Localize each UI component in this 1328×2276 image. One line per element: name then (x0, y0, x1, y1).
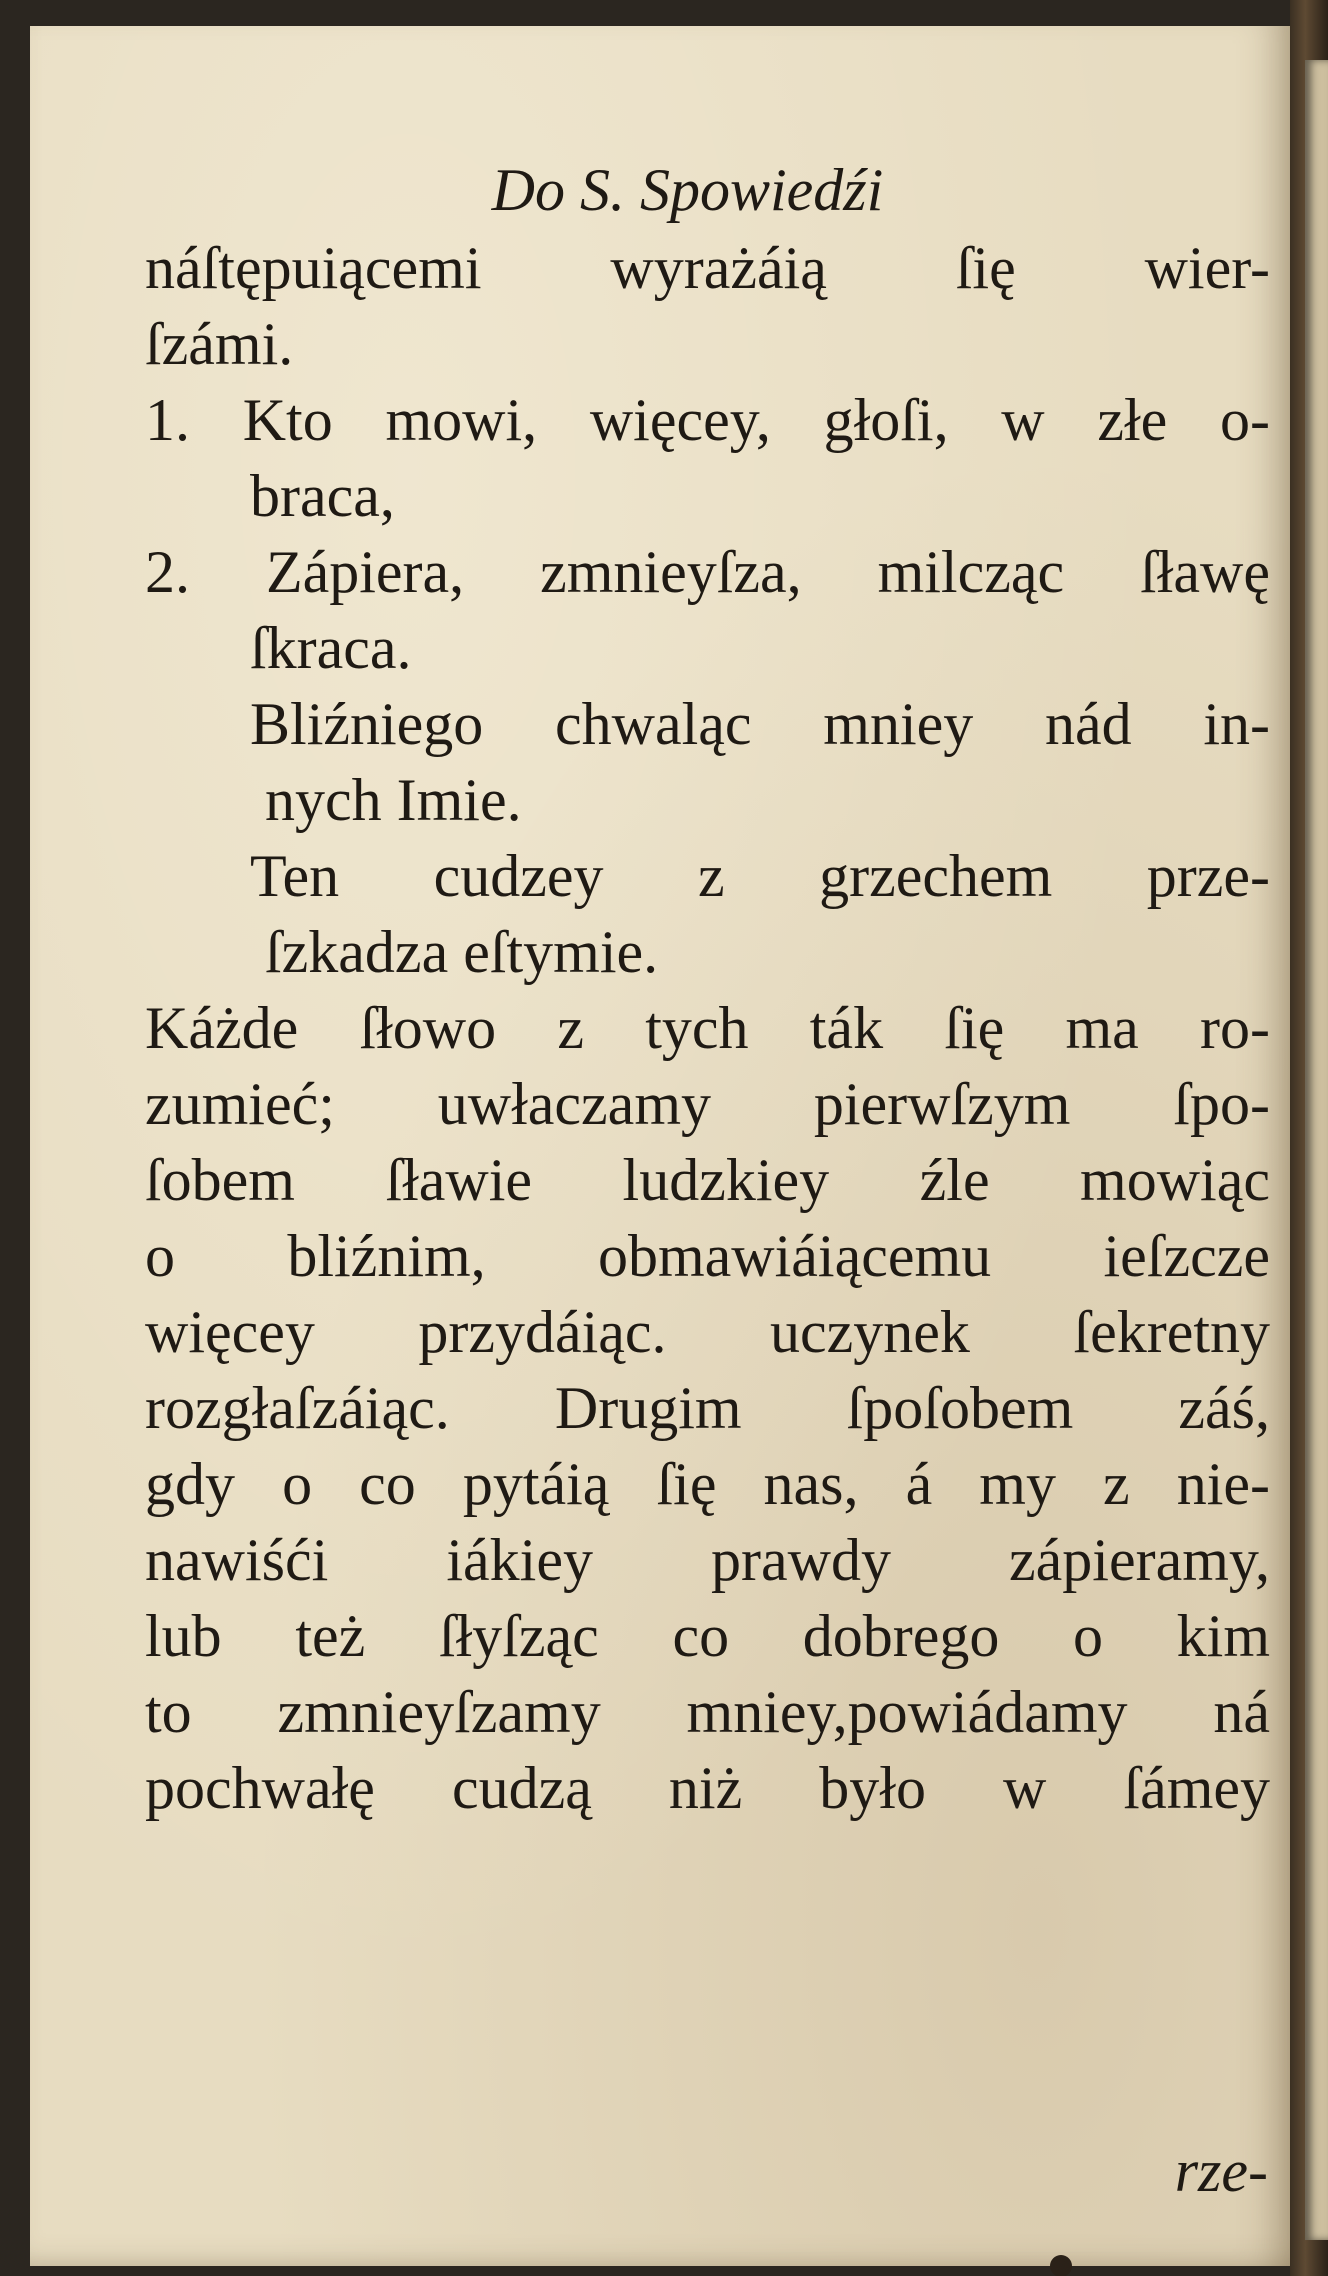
text-line: o bliźnim, obmawiáiącemu ieſzcze (145, 1223, 1270, 1289)
text-line: zumieć; uwłaczamy pierwſzym ſpo- (145, 1071, 1270, 1137)
text-line: nawiśći iákiey prawdy zápieramy, (145, 1527, 1270, 1593)
text-line: lub też ſłyſząc co dobrego o kim (145, 1603, 1270, 1669)
page-text-block (145, 150, 1270, 1826)
text-line: ſkraca. (250, 615, 412, 681)
text-line: więcey przydáiąc. uczynek ſekretny (145, 1299, 1270, 1365)
text-line: ſzámi. (145, 311, 294, 377)
text-line: ſzkadza eſtymie. (265, 919, 659, 985)
ink-blot (1050, 2255, 1072, 2276)
text-line: rozgłaſzáiąc. Drugim ſpoſobem záś, (145, 1375, 1270, 1441)
catchword: rze- (1174, 2138, 1268, 2204)
text-line: ſobem ſławie ludzkiey źle mowiąc (145, 1147, 1270, 1213)
text-line: pochwałę cudzą niż było w ſámey (145, 1755, 1270, 1821)
text-line: to zmnieyſzamy mniey,powiádamy ná (145, 1679, 1270, 1745)
text-line: nych Imie. (265, 767, 522, 833)
running-head: Do S. Spowiedźi (491, 157, 884, 223)
text-line: Káżde ſłowo z tych ták ſię ma ro- (145, 995, 1270, 1061)
text-line: gdy o co pytáią ſię nas, á my z nie- (145, 1451, 1270, 1517)
text-line: Bliźniego chwaląc mniey nád in- (250, 691, 1270, 757)
text-line: braca, (250, 463, 395, 529)
text-line: náſtępuiącemi wyrażáią ſię wier- (145, 235, 1270, 301)
facing-page-edge (1305, 60, 1328, 2240)
text-line: Ten cudzey z grzechem prze- (250, 843, 1270, 909)
text-line: 1. Kto mowi, więcey, głoſi, w złe o- (145, 387, 1270, 453)
text-line: 2. Zápiera, zmnieyſza, milcząc ſławę (145, 539, 1270, 605)
